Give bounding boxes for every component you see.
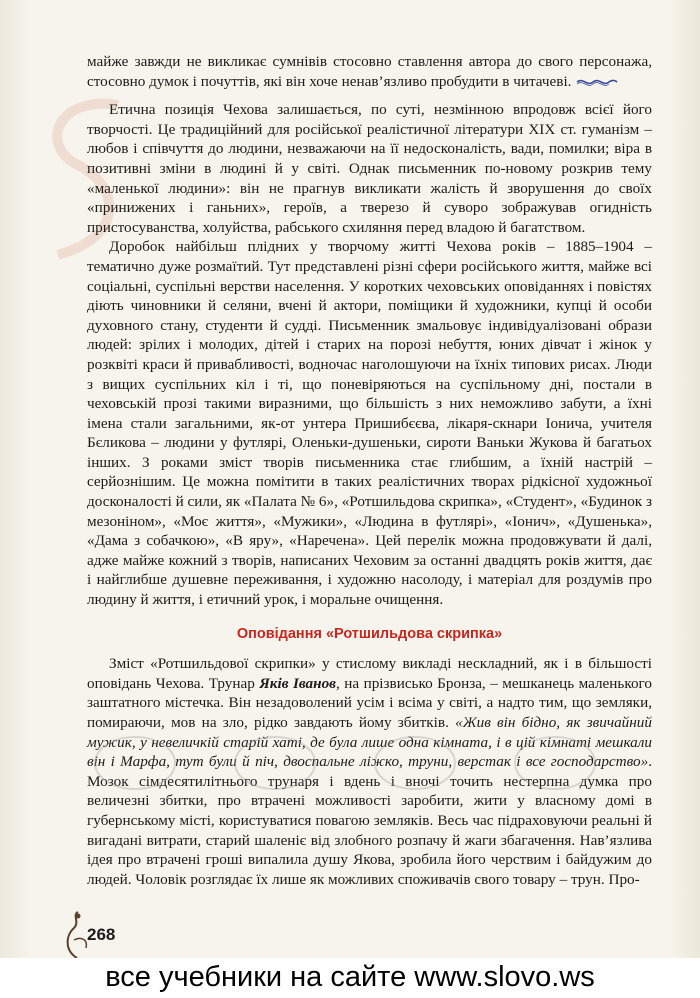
footer-banner: все учебники на сайте www.slovo.ws <box>0 958 700 998</box>
wave-ornament-icon <box>575 77 619 87</box>
paragraph-continuation: майже завжди не викликає сумнівів стосовно ставлення автора до свого персонажа, стосовно думок і почуттів, які він хоче ненав’язливо пробудити в читачеві. <box>87 53 652 90</box>
page-number: 268 <box>87 925 116 944</box>
paragraph-works: Доробок найбільш плідних у творчому житті Чехова років – 1885–1904 – тематично дуже розмаїтий. Тут представлені різні сфери російського життя, майже всі соціальні, суспільні верстви населення. У коротких чеховських оповіданнях і повістях діють чиновники й селяни, вчені й актори, поміщики й художники, купці й особи духовного стану, студенти й судді. Письменник змальовує індивідуалізовані образи людей: зрілих і молодих, дітей і старих на порозі небуття, юних дівчат і жінок у розквіті краси й привабливості, водночас наголошуючи на їхніх типових рисах. Люди з вищих суспільних кіл і ті, що поневіряються на суспільному дні, постали в чеховській прозі такими виразними, що більшість з них неможливо забути, а їхні імена стали загальними, як-от унтера Пришибєєва, лікаря-скнари Іонича, учителя Бєликова – людини у футлярі, Оленьки-душеньки, сироти Ваньки Жукова й багатьох інших. З роками зміст творів письменника стає глибшим, а їхній настрій – серйознішим. Це можна помітити в таких реалістичних творах рідкісної художньої досконалості й сили, як «Палата № 6», «Ротшильдова скрипка», «Студент», «Будинок з мезоніном», «Моє життя», «Мужики», «Людина в футлярі», «Іонич», «Душенька», «Дама з собачкою», «В яру», «Наречена». Цей перелік можна продовжувати й далі, адже майже кожний з творів, написаних Чеховим за останні двадцять років життя, дає і найглибше душевне переживання, і художню насолоду, і матеріал для роздумів про людину й життя, і етичний урок, і моральне очищення. <box>87 238 652 609</box>
paragraph-story: Зміст «Ротшильдової скрипки» у стислому викладі нескладний, як і в більшості оповідань Чехова. Трунар Яків Іванов, на прізвисько Бронза, – мешканець маленького заштатного містечка. Він незадоволений усім і всіма у світі, а надто тим, що земляки, помираючи, мов на зло, рідко завдають йому збитків. «Жив він бідно, як звичайний мужик, у невеличкій старій хаті, де була лише одна кімната, і в цій кімнаті мешкали він і Марфа, тут були й піч, двоспальне ліжко, труни, верстак і все господарство». Мозок сімдесятилітнього трунаря і вдень і вночі точить нестерпна думка про величезні збитки, про втрачені можливості заробити, жити у власному домі в губернському місті, користуватися повагою земляків. Весь час підраховуючи реальні й вигадані витрати, старий шаленіє від злобного розпачу й жаги збагачення. Нав’язлива ідея про втрачені гроші випалила душу Якова, зробила його черствим і байдужим до людей. Чоловік розглядає їх лише як можливих споживачів свого товару – трун. Про- <box>87 655 652 888</box>
body-text-top <box>87 52 652 889</box>
section-heading: Оповідання «Ротшильдова скрипка» <box>236 625 503 642</box>
paragraph-ethics: Етична позиція Чехова залишається, по суті, незмінною впродовж всієї його творчості. Це традиційний для російської реалістичної літератури XIX ст. гуманізм – любов і співчуття до людини, незважаючи на її недосконалість, вади, помилки; віра в позитивні зміни в людині й у світі. Однак письменник по-новому розкрив тему «маленької людини»: він не прагнув викликати жалість й зворушення до своїх «принижених і ганьних», героїв, а тверезо й суворо зображував огидність пристосуванства, холуйства, рабського схиляння перед владою й багатством. <box>87 101 652 236</box>
